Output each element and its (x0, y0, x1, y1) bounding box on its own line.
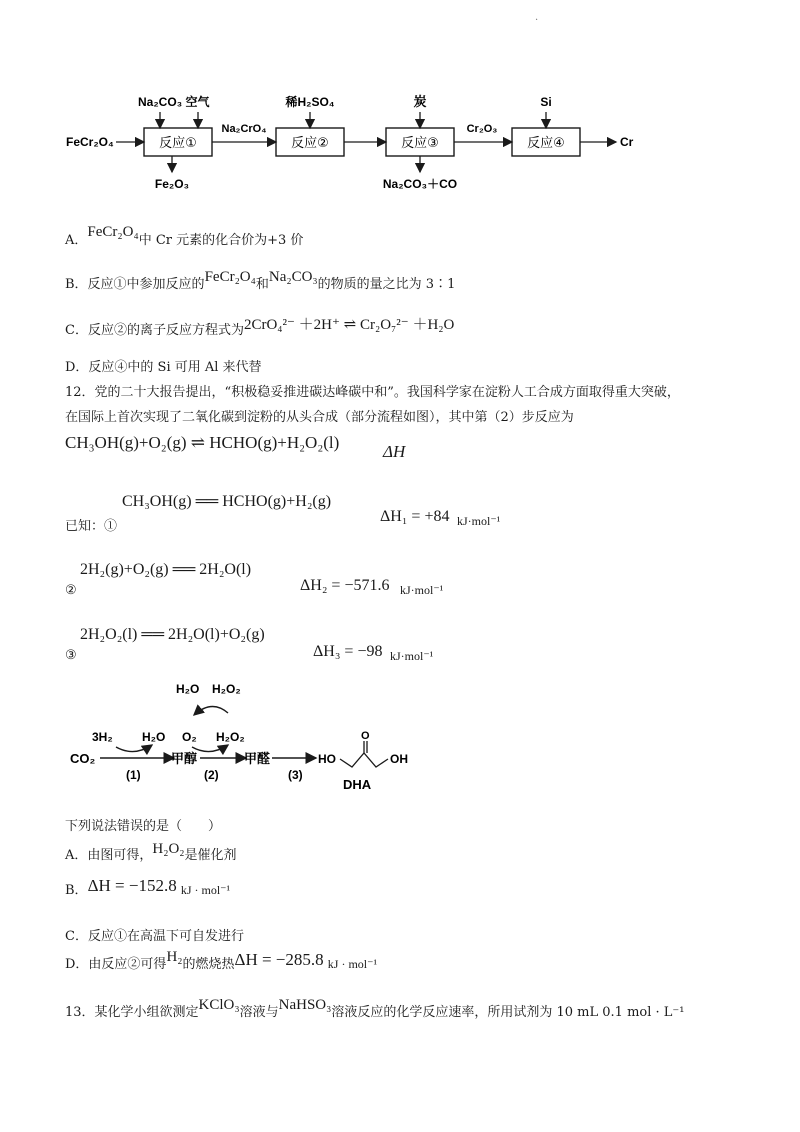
flow2-dha-label: DHA (343, 777, 372, 792)
flow2-h2o2-top: H₂O₂ (212, 682, 241, 696)
flow2-step2: (2) (204, 768, 219, 782)
corner-mark: . (535, 12, 539, 23)
q12-eq1: CH₃OH(g) ══ HCHO(g)+H₂(g) (122, 493, 332, 510)
flow1-out1-label: Fe₂O₃ (154, 177, 190, 191)
q13-formula-2: NaHSO₃ (278, 997, 332, 1013)
flow1-in3-label: 炭 (413, 94, 427, 109)
q13-formula-1: KClO₃ (198, 997, 240, 1013)
flow1-start-label: FeCr₂O₄ (66, 135, 114, 149)
q11-b-text: 的物质的量之比为 3∶1 (317, 277, 456, 292)
q11-option-a (65, 224, 304, 249)
flow1-end-label: Cr (620, 135, 634, 149)
q11-option-b (65, 269, 456, 293)
q12-unit2: kJ·mol⁻¹ (400, 583, 444, 597)
q12-main-equation: CH₃OH(g)+O₂(g) ⇌ HCHO(g)+H₂O₂(l) (65, 433, 340, 452)
starch-synthesis-diagram (60, 675, 420, 800)
q12-circ2: ② (65, 583, 77, 598)
q12-eq2: 2H₂(g)+O₂(g) ══ 2H₂O(l) (80, 561, 252, 578)
q12-a-formula: H₂O₂ (152, 841, 185, 857)
q12-stem-line-2: 在国际上首次实现了二氧化碳到淀粉的从头合成（部分流程如图），其中第（2）步反应为 (65, 410, 574, 425)
q12-d-prefix: D．由反应②可得 (65, 957, 167, 972)
q12-main-dh: ΔH (383, 442, 406, 461)
flow2-h2-3: 3H₂ (92, 730, 113, 744)
q12-option-c: C．反应①在高温下可自发进行 (65, 929, 244, 944)
q12-b-formula: ΔH = −152.8 (87, 876, 177, 895)
q12-d-unit: kJ · mol⁻¹ (327, 957, 378, 971)
q11-option-d: D．反应④中的 Si 可用 Al 来代替 (65, 360, 262, 375)
flow1-r4-label: 反应④ (527, 135, 565, 150)
curve-step1 (116, 745, 152, 752)
q12-option-d (65, 949, 378, 973)
dha-skeleton (340, 753, 388, 767)
q11-a-prefix: A． (65, 233, 88, 248)
q12-a-prefix: A．由图可得， (65, 848, 153, 863)
flow2-h2o-a: H₂O (142, 730, 166, 744)
q12-dh1: ΔH₁ = +84 (380, 508, 450, 525)
q13-prefix: 13．某化学小组欲测定 (65, 1005, 199, 1020)
q12-circ3: ③ (65, 648, 77, 663)
q12-option-b (65, 876, 231, 899)
q11-b-formula-1: FeCr₂O₄ (204, 269, 256, 285)
q12-d-dh: ΔH = −285.8 (234, 950, 324, 969)
q12-eq3: 2H₂O₂(l) ══ 2H₂O(l)+O₂(g) (80, 626, 265, 643)
dha-ho: HO (318, 752, 336, 766)
q12-option-a (65, 841, 237, 864)
flow1-in4-label: Si (540, 95, 552, 109)
flow1-mid1-label: Na₂CrO₄ (221, 123, 267, 135)
flow2-o2: O₂ (182, 730, 197, 744)
flow2-co2: CO₂ (70, 751, 96, 766)
flow1-r3-label: 反应③ (401, 135, 439, 150)
flow2-step3: (3) (288, 768, 303, 782)
q13-stem (65, 997, 685, 1021)
curve-loop (194, 706, 228, 715)
q12-d-mid: 的燃烧热 (182, 957, 235, 972)
q12-d-formula: H₂ (166, 949, 183, 965)
flow1-r2-label: 反应② (291, 135, 329, 150)
chromium-process-diagram (60, 88, 660, 198)
flow2-h2o2-a: H₂O₂ (216, 730, 245, 744)
q11-b-and: 和 (255, 277, 269, 292)
flow1-mid3-label: Cr₂O₃ (466, 123, 498, 135)
flow2-h2o-top: H₂O (176, 682, 200, 696)
flow1-r1-label: 反应① (159, 135, 197, 150)
flow2-step1: (1) (126, 768, 141, 782)
flow1-out3-label: Na₂CO₃＋CO (382, 177, 458, 191)
q11-a-text: 中 Cr 元素的化合价为+3 价 (138, 233, 304, 248)
q12-b-prefix: B． (65, 883, 88, 898)
dha-o: O (361, 730, 370, 742)
q12-known-label: 已知：① (65, 519, 118, 534)
flow1-in2-label: 稀H₂SO₄ (285, 95, 335, 109)
q11-b-prefix: B．反应①中参加反应的 (65, 277, 205, 292)
q12-dh2: ΔH₂ = −571.6 (300, 577, 390, 594)
q12-stem-question: 下列说法错误的是（ ） (65, 819, 222, 834)
q12-b-unit: kJ · mol⁻¹ (180, 883, 231, 897)
flow1-in1-label: Na₂CO₃ 空气 (138, 95, 210, 109)
curve-step2 (192, 745, 228, 752)
q11-a-formula: FeCr₂O₄ (87, 224, 139, 240)
q13-mid: 溶液与 (239, 1005, 279, 1020)
q13-text: 溶液反应的化学反应速率，所用试剂为 10 mL 0.1 mol · L⁻¹ (331, 1005, 685, 1020)
q12-stem-line-1: 12．党的二十大报告提出，“积极稳妥推进碳达峰碳中和”。我国科学家在淀粉人工合成方面取得重大突破， (65, 385, 680, 400)
dha-oh: OH (390, 752, 408, 766)
q12-dh3: ΔH₃ = −98 (313, 643, 383, 660)
flow2-formaldehyde: 甲醛 (244, 751, 271, 766)
q12-unit1: kJ·mol⁻¹ (457, 514, 501, 528)
q12-a-text: 是催化剂 (184, 848, 237, 863)
q11-option-c (65, 318, 454, 339)
flow2-methanol: 甲醇 (171, 751, 198, 766)
q11-c-prefix: C．反应②的离子反应方程式为 (65, 323, 244, 338)
q11-b-formula-2: Na₂CO₃ (268, 269, 318, 285)
q12-unit3: kJ·mol⁻¹ (390, 649, 434, 663)
q11-c-formula: 2CrO₄²⁻ ＋2H⁺ ⇌ Cr₂O₇²⁻ ＋H₂O (243, 317, 455, 333)
